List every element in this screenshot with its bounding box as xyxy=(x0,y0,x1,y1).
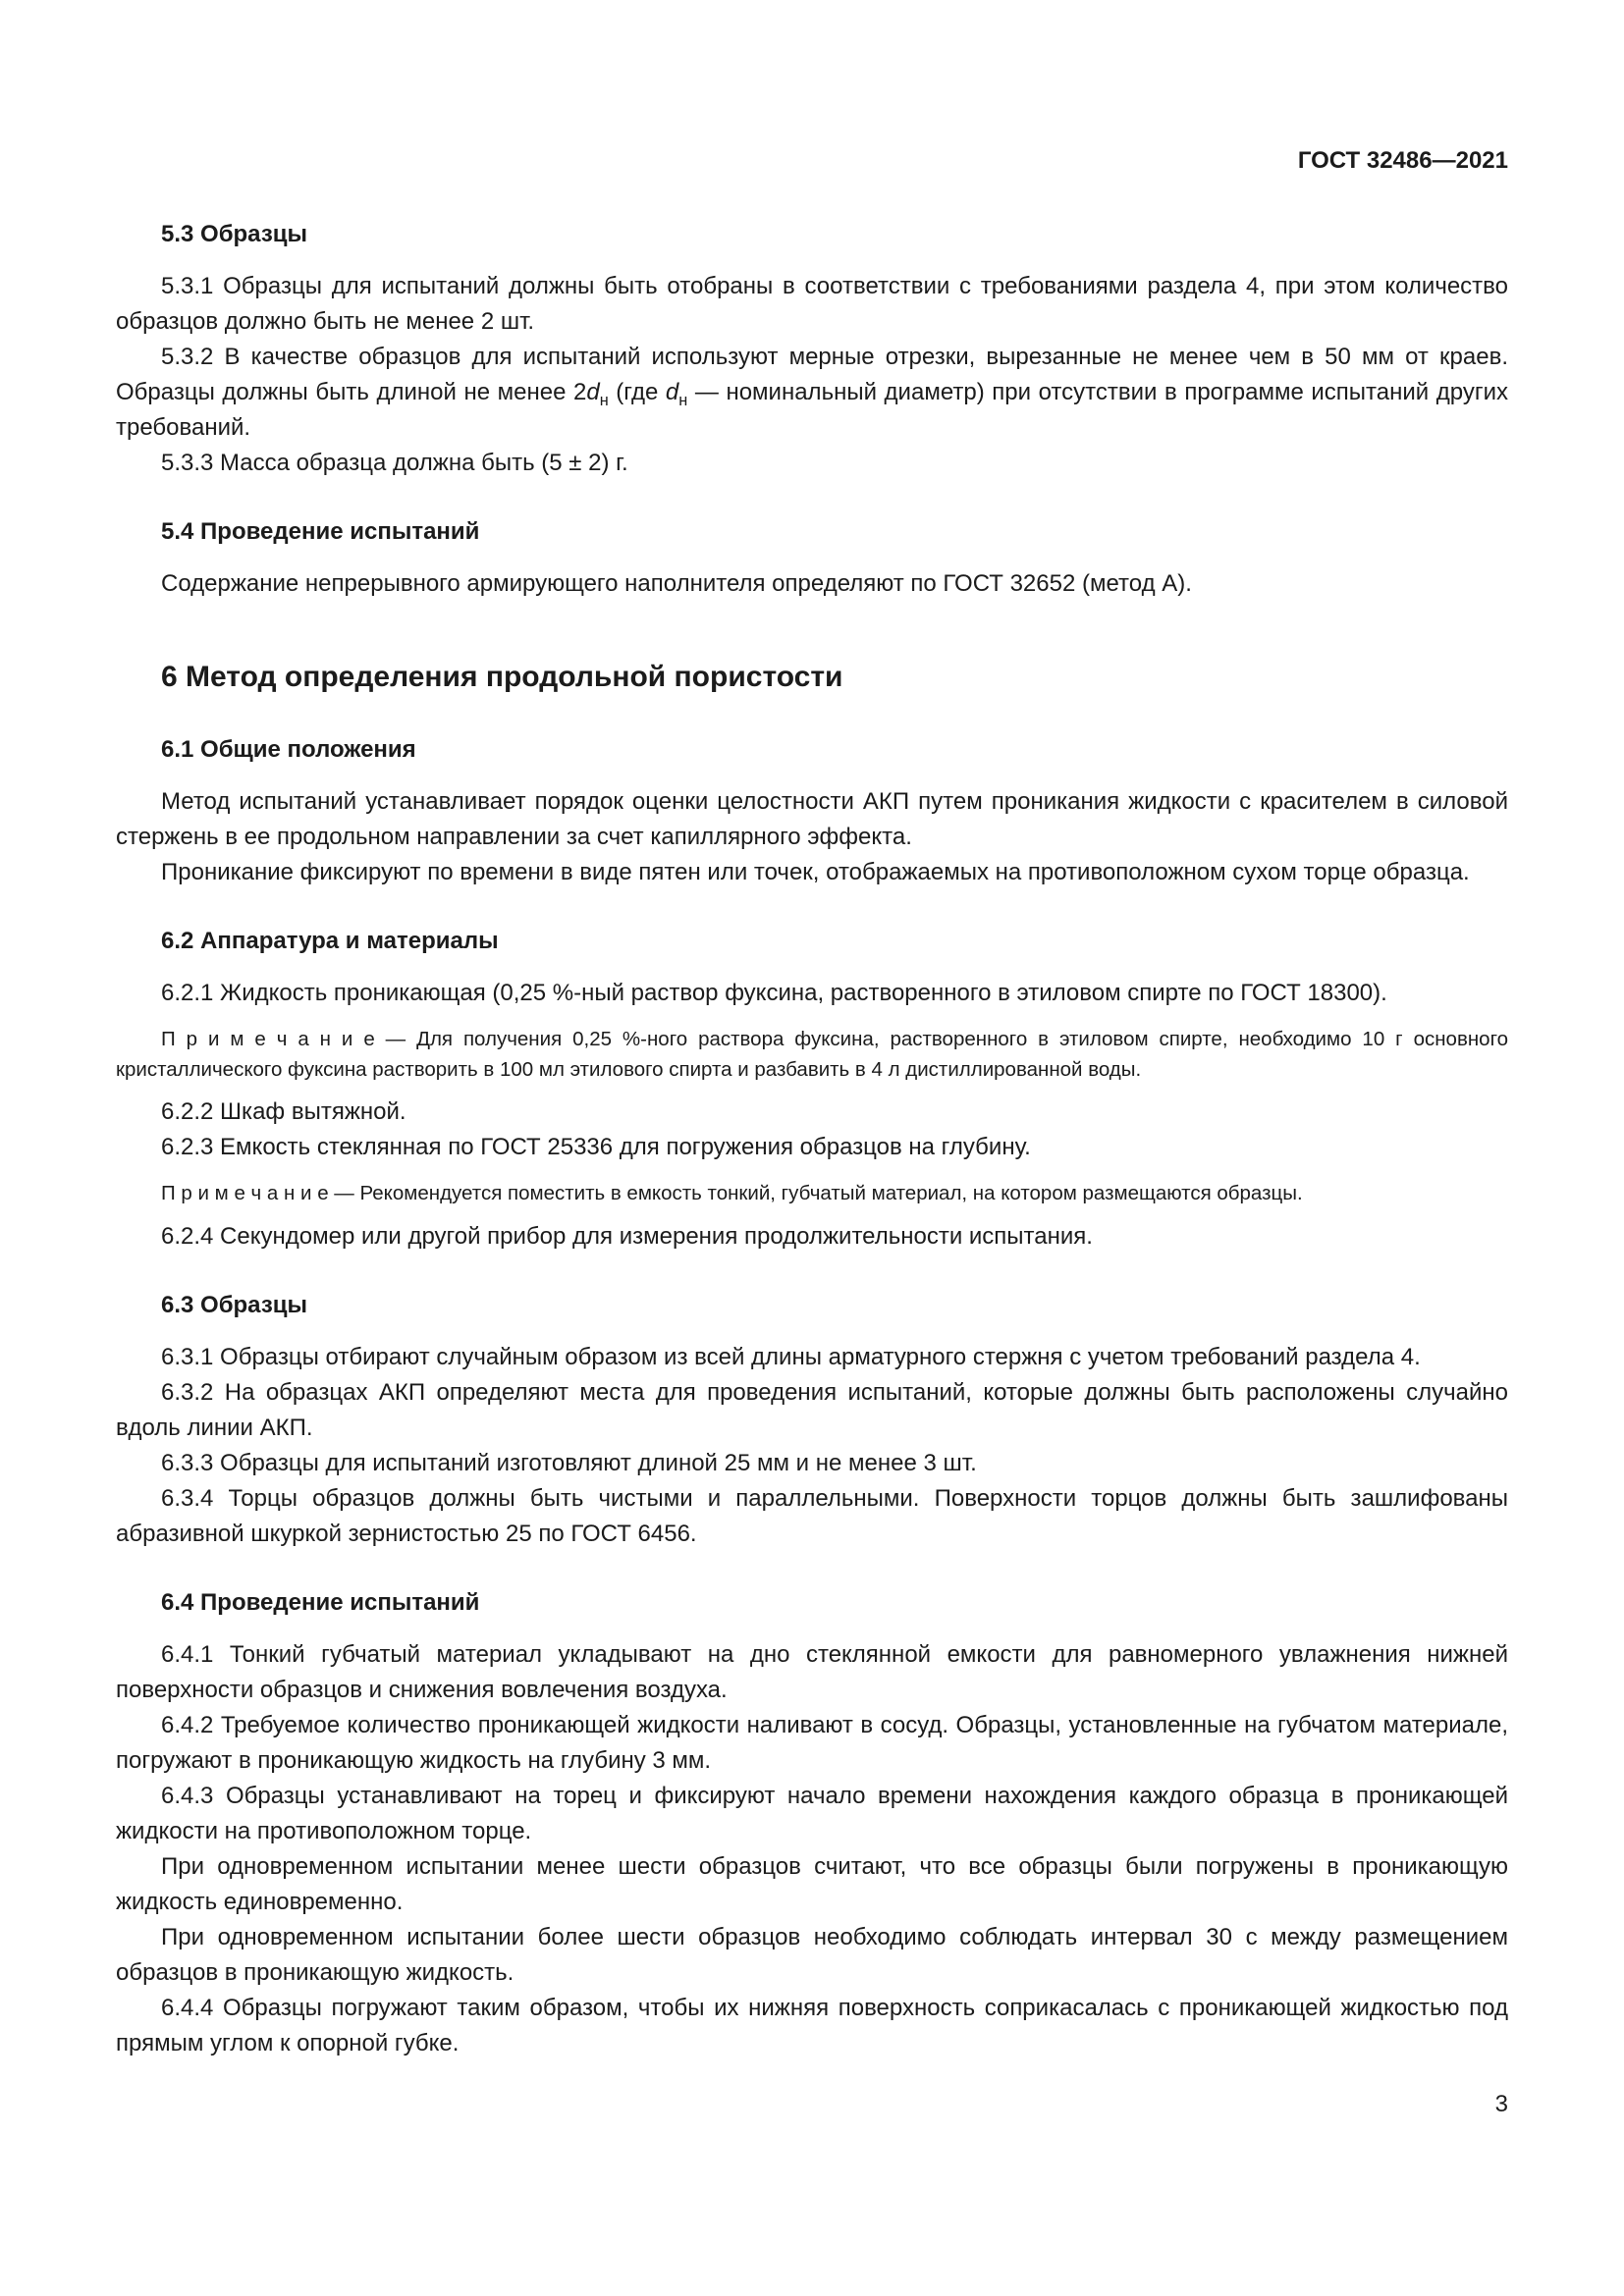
section-6-3-title: 6.3 Образцы xyxy=(161,1292,308,1319)
section-6-2-title: 6.2 Аппаратура и материалы xyxy=(161,927,499,954)
paragraph-5-3-2: 5.3.2 В качестве образцов для испытаний используют мерные отрезки, вырезанные не менее чем в 50 мм от краев. Образцы должны быть длиной не менее $2d_н$ (где $d_н$ — номинальный диаметр) при отсутствии в программе испытаний других требований. xyxy=(116,343,1508,441)
paragraph-6-4-1: 6.4.1 Тонкий губчатый материал укладывают на дно стеклянной емкости для равномерного увлажнения нижней поверхности образцов и снижения вовлечения воздуха. xyxy=(116,1641,1508,1704)
page-number: 3 xyxy=(1494,2091,1508,2118)
section-5-4-title: 5.4 Проведение испытаний xyxy=(161,517,480,545)
paragraph-6-3-2: 6.3.2 На образцах АКП определяют места для проведения испытаний, которые должны быть расположены случайно вдоль линии АКП. xyxy=(116,1379,1508,1442)
section-5-3-title: 5.3 Образцы xyxy=(161,220,308,247)
paragraph-5-3-1: 5.3.1 Образцы для испытаний должны быть отобраны в соответствии с требованиями раздела 4, при этом количество образцов должно быть не менее 2 шт. xyxy=(116,272,1508,335)
paragraph-6-4-2: 6.4.2 Требуемое количество проникающей жидкости наливают в сосуд. Образцы, установленные на губчатом материале, погружают в проникающую жидкость на глубину 3 мм. xyxy=(116,1712,1508,1775)
paragraph-6-3-3: 6.3.3 Образцы для испытаний изготовляют длиной 25 мм и не менее 3 шт. xyxy=(161,1450,977,1477)
paragraph-6-4-3a: При одновременном испытании менее шести образцов считают, что все образцы были погружены в проникающую жидкость единовременно. xyxy=(116,1853,1508,1916)
section-6-title: 6 Метод определения продольной пористости xyxy=(161,660,843,693)
paragraph-6-2-1: 6.2.1 Жидкость проникающая (0,25 %-ный раствор фуксина, растворенного в этиловом спирте по ГОСТ 18300). xyxy=(161,979,1387,1006)
paragraph-5-3-3: 5.3.3 Масса образца должна быть (5 ± 2) г. xyxy=(161,449,628,476)
paragraph-6-4-4: 6.4.4 Образцы погружают таким образом, чтобы их нижняя поверхность соприкасалась с проникающей жидкостью под прямым углом к опорной губке. xyxy=(116,1995,1508,2057)
paragraph-6-1-1: Метод испытаний устанавливает порядок оценки целостности АКП путем проникания жидкости с красителем в силовой стержень в ее продольном направлении за счет капиллярного эффекта. xyxy=(116,787,1508,850)
paragraph-6-1-2: Проникание фиксируют по времени в виде пятен или точек, отображаемых на противоположном сухом торце образца. xyxy=(161,858,1470,885)
paragraph-6-3-1: 6.3.1 Образцы отбирают случайным образом из всей длины арматурного стержня с учетом требований раздела 4. xyxy=(161,1344,1421,1371)
paragraph-6-2-4: 6.2.4 Секундомер или другой прибор для измерения продолжительности испытания. xyxy=(161,1223,1093,1251)
document-code: ГОСТ 32486—2021 xyxy=(1297,147,1508,174)
document-footer xyxy=(116,2091,1508,2118)
document-header xyxy=(116,147,1508,176)
section-6-1-title: 6.1 Общие положения xyxy=(161,735,416,763)
note-6-2-1: П р и м е ч а н и е — Для получения 0,25 %-ного раствора фуксина, растворенного в этиловом спирте, необходимо 10 г основного кристаллического фуксина растворить в 100 мл этилового спирта и разбавить в 4 л дистиллированной воды. xyxy=(116,1027,1508,1081)
paragraph-5-4-1: Содержание непрерывного армирующего наполнителя определяют по ГОСТ 32652 (метод А). xyxy=(161,569,1192,597)
section-6-4-title: 6.4 Проведение испытаний xyxy=(161,1589,480,1617)
paragraph-6-3-4: 6.3.4 Торцы образцов должны быть чистыми и параллельными. Поверхности торцов должны быть зашлифованы абразивной шкуркой зернистостью 25 по ГОСТ 6456. xyxy=(116,1485,1508,1548)
paragraph-6-2-3: 6.2.3 Емкость стеклянная по ГОСТ 25336 для погружения образцов на глубину. xyxy=(161,1134,1031,1161)
document-content xyxy=(116,217,1508,2061)
paragraph-6-2-2: 6.2.2 Шкаф вытяжной. xyxy=(161,1098,406,1126)
note-6-2-3: П р и м е ч а н и е — Рекомендуется поместить в емкость тонкий, губчатый материал, на котором размещаются образцы. xyxy=(161,1182,1303,1205)
paragraph-6-4-3: 6.4.3 Образцы устанавливают на торец и фиксируют начало времени нахождения каждого образца в проникающей жидкости на противоположном торце. xyxy=(116,1783,1508,1845)
paragraph-6-4-3b: При одновременном испытании более шести образцов необходимо соблюдать интервал 30 с между размещением образцов в проникающую жидкость. xyxy=(116,1924,1508,1987)
